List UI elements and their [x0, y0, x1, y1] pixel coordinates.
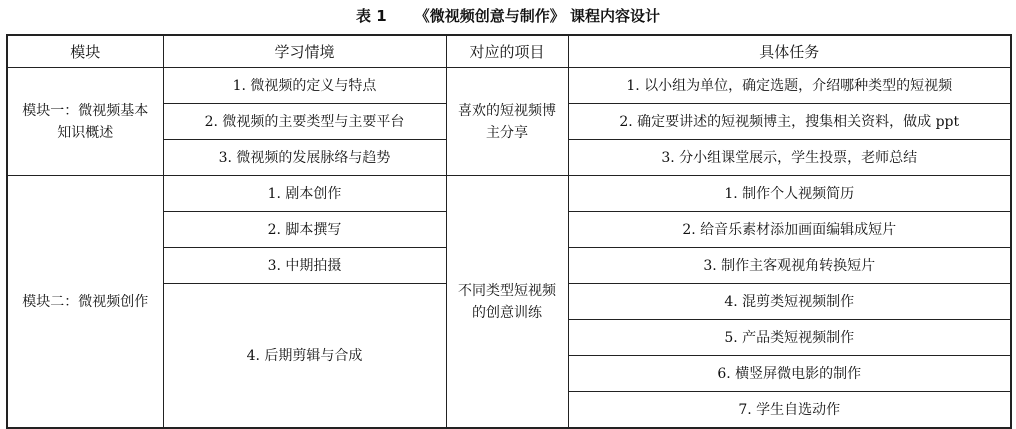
table-row	[7, 68, 1011, 104]
module1-situation-2: 2. 微视频的主要类型与主要平台	[163, 104, 446, 140]
module2-task-4: 4. 混剪类短视频制作	[568, 284, 1011, 320]
module2-situation-3: 3. 中期拍摄	[163, 248, 446, 284]
module1-project: 喜欢的短视频博主分享	[446, 68, 568, 176]
module1-name: 模块一：微视频基本知识概述	[7, 68, 163, 176]
header-project: 对应的项目	[446, 35, 568, 68]
header-situation: 学习情境	[163, 35, 446, 68]
module2-task-7: 7. 学生自选动作	[568, 392, 1011, 429]
course-content-table	[6, 34, 1012, 429]
header-row	[7, 35, 1011, 68]
module2-task-6: 6. 横竖屏微电影的制作	[568, 356, 1011, 392]
table-title: 《微视频创意与制作》 课程内容设计	[414, 7, 660, 25]
module1-situation-1: 1. 微视频的定义与特点	[163, 68, 446, 104]
module2-situation-2: 2. 脚本撰写	[163, 212, 446, 248]
table-row	[7, 176, 1011, 212]
module2-situation-1: 1. 剧本创作	[163, 176, 446, 212]
module2-task-1: 1. 制作个人视频简历	[568, 176, 1011, 212]
module1-task-3: 3. 分小组课堂展示，学生投票，老师总结	[568, 140, 1011, 176]
module2-task-2: 2. 给音乐素材添加画面编辑成短片	[568, 212, 1011, 248]
module2-situation-4: 4. 后期剪辑与合成	[163, 284, 446, 429]
module1-task-1: 1. 以小组为单位，确定选题，介绍哪种类型的短视频	[568, 68, 1011, 104]
module1-task-2: 2. 确定要讲述的短视频博主，搜集相关资料，做成 ppt	[568, 104, 1011, 140]
module2-project: 不同类型短视频的创意训练	[446, 176, 568, 429]
table-number: 表 1	[356, 7, 387, 25]
header-tasks: 具体任务	[568, 35, 1011, 68]
module2-task-3: 3. 制作主客观视角转换短片	[568, 248, 1011, 284]
header-module: 模块	[7, 35, 163, 68]
table-caption	[0, 0, 1016, 32]
module2-name: 模块二：微视频创作	[7, 176, 163, 429]
module1-situation-3: 3. 微视频的发展脉络与趋势	[163, 140, 446, 176]
module2-task-5: 5. 产品类短视频制作	[568, 320, 1011, 356]
